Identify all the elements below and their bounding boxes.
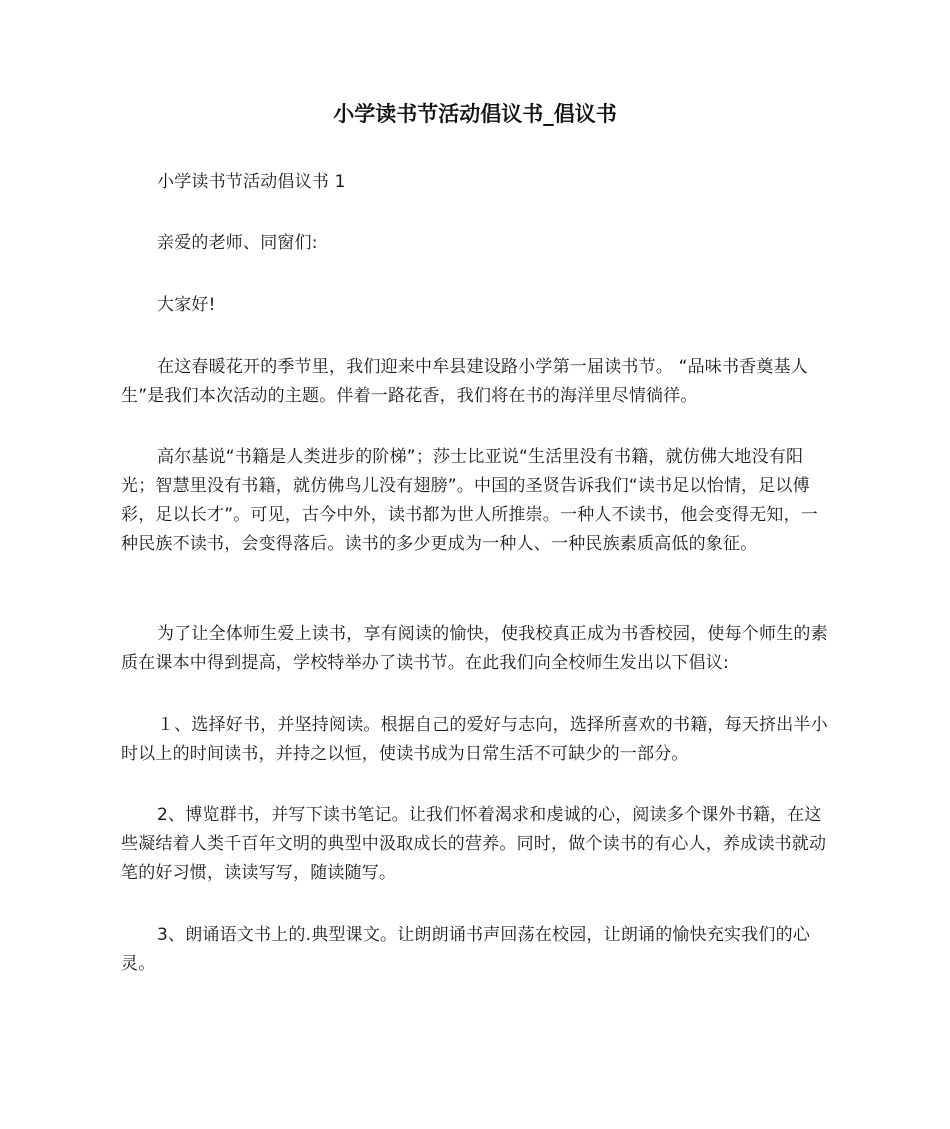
paragraph-intro: 在这春暖花开的季节里，我们迎来中牟县建设路小学第一届读书节。 “品味书香奠基人生”是我们本次活动的主题。伴着一路花香，我们将在书的海洋里尽情徜徉。 [121, 357, 809, 406]
paragraph-item-2: 2、博览群书，并写下读书笔记。让我们怀着渴求和虔诚的心，阅读多个课外书籍，在这些凝结着人类千百年文明的典型中汲取成长的营养。同时，做个读书的有心人，养成读书就动笔的好习惯，读读写写，随读随写。 [121, 805, 827, 883]
paragraph-salutation: 亲爱的老师、同窗们: [157, 233, 318, 253]
paragraph-item-1: １、选择好书，并坚持阅读。根据自己的爱好与志向，选择所喜欢的书籍，每天挤出半小时以上的时间读书，并持之以恒，使读书成为日常生活不可缺少的一部分。 [121, 715, 828, 764]
paragraph-greeting: 大家好! [157, 295, 216, 315]
paragraph-item-3: 3、朗诵语文书上的.典型课文。让朗朗诵书声回荡在校园，让朗诵的愉快充实我们的心灵。 [121, 925, 811, 974]
paragraph-quotes: 高尔基说“书籍是人类进步的阶梯”；莎士比亚说“生活里没有书籍，就仿佛大地没有阳光；智慧里没有书籍，就仿佛鸟儿没有翅膀”。中国的圣贤告诉我们“读书足以怡情，足以傅彩，足以长才”。可见，古今中外，读书都为世人所推崇。一种人不读书，他会变得无知，一种民族不读书，会变得落后。读书的多少更成为一种人、一种民族素质高低的象征。 [121, 447, 819, 554]
paragraph-subtitle: 小学读书节活动倡议书 1 [157, 172, 346, 192]
paragraph-purpose: 为了让全体师生爱上读书，享有阅读的愉快，使我校真正成为书香校园，使每个师生的素质在课本中得到提高，学校特举办了读书节。在此我们向全校师生发出以下倡议: [121, 624, 828, 673]
document-title: 小学读书节活动倡议书_倡议书 [333, 102, 617, 126]
